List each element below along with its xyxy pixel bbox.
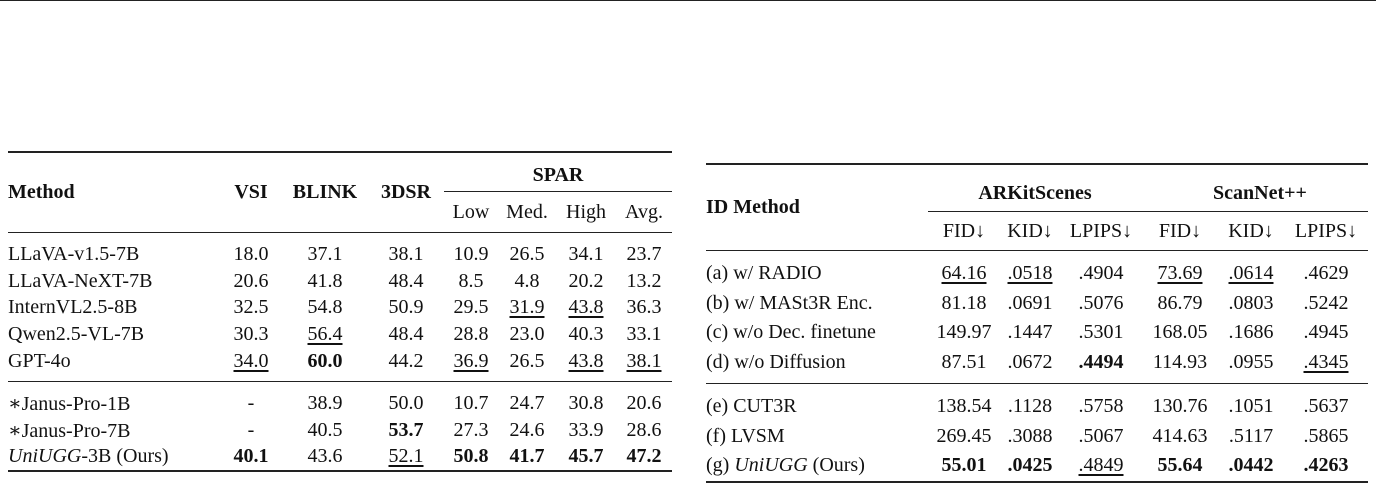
value-cell: 23.7: [626, 242, 662, 265]
table-row: [8, 381, 672, 416]
table-row: [8, 417, 672, 444]
subheader-kid: KID↓: [1218, 212, 1284, 251]
best-value: 53.7: [388, 418, 424, 441]
value-cell: 13.2: [626, 269, 662, 292]
second-best-value: 52.1: [388, 445, 424, 468]
value-cell: 28.6: [626, 418, 662, 441]
table-row: [706, 251, 1368, 289]
value-cell: .5637: [1303, 395, 1349, 418]
table-row: [8, 233, 672, 268]
value-cell: 34.1: [568, 242, 604, 265]
value-cell: .0803: [1228, 291, 1274, 314]
method-cell: (a) w/ RADIO: [706, 262, 822, 285]
second-best-value: 36.9: [453, 350, 489, 373]
method-cell: (f) LVSM: [706, 424, 785, 447]
value-cell: .0691: [1007, 291, 1053, 314]
value-cell: .1128: [1007, 395, 1053, 418]
value-cell: .4904: [1078, 262, 1124, 285]
method-cell: [8, 444, 220, 472]
table-row: [706, 384, 1368, 422]
value-cell: 10.9: [453, 242, 489, 265]
value-cell: 24.7: [509, 391, 545, 414]
table-row: [706, 422, 1368, 452]
table-row: [706, 318, 1368, 348]
value-cell: 41.8: [307, 269, 343, 292]
subheader-kid: KID↓: [1000, 212, 1060, 251]
value-cell: .5117: [1228, 424, 1274, 447]
method-cell: (c) w/o Dec. finetune: [706, 321, 876, 344]
value-cell: [1060, 451, 1142, 482]
value-cell: 38.9: [307, 391, 343, 414]
value-cell: 30.8: [568, 391, 604, 414]
value-cell: .1051: [1228, 395, 1274, 418]
header-vsi: VSI: [220, 152, 282, 233]
method-cell: ∗Janus-Pro-7B: [8, 419, 131, 442]
value-cell: 8.5: [458, 269, 484, 292]
value-cell: [282, 321, 368, 348]
second-best-value: 38.1: [626, 350, 662, 373]
second-best-value: 64.16: [941, 262, 987, 285]
header-arkitscenes: ARKitScenes: [928, 164, 1142, 212]
method-cell: LLaVA-v1.5-7B: [8, 242, 140, 265]
value-cell: 40.3: [568, 323, 604, 346]
value-cell: 27.3: [453, 418, 489, 441]
method-cell: [706, 451, 928, 482]
value-cell: .0955: [1218, 348, 1284, 384]
value-cell: 130.76: [1152, 395, 1208, 418]
value-cell: 48.4: [388, 323, 424, 346]
value-cell: .1686: [1228, 321, 1274, 344]
page-top-rule: [0, 0, 1376, 1]
subheader-med: Med.: [498, 192, 556, 233]
subheader-fid: FID↓: [1142, 212, 1218, 251]
second-best-value: 43.8: [568, 350, 604, 373]
value-cell: 30.3: [233, 323, 269, 346]
value-cell: 138.54: [936, 395, 992, 418]
value-cell: .5076: [1078, 291, 1124, 314]
value-cell: 18.0: [233, 242, 269, 265]
value-cell: 81.18: [941, 291, 987, 314]
best-value: 60.0: [282, 348, 368, 381]
value-cell: 33.1: [626, 323, 662, 346]
best-value: 40.1: [233, 445, 269, 468]
value-cell: [928, 251, 1000, 289]
best-value: 50.8: [453, 445, 489, 468]
value-cell: 36.3: [626, 296, 662, 319]
value-cell: -: [247, 391, 255, 414]
method-name-italic: UniUGG: [734, 454, 808, 477]
method-cell: (e) CUT3R: [706, 395, 797, 418]
best-value: .4263: [1303, 454, 1349, 477]
generation-ablation-table: [706, 163, 1368, 483]
value-cell: 48.4: [388, 269, 424, 292]
subheader-low: Low: [444, 192, 498, 233]
value-cell: .1447: [1007, 321, 1053, 344]
method-name-suffix: -3B (Ours): [81, 445, 169, 468]
header-method: Method: [8, 152, 220, 233]
method-cell: ∗Janus-Pro-1B: [8, 392, 131, 415]
value-cell: 37.1: [307, 242, 343, 265]
value-cell: 10.7: [453, 391, 489, 414]
value-cell: 26.5: [498, 348, 556, 381]
value-cell: 43.6: [307, 445, 343, 468]
best-value: .4494: [1060, 348, 1142, 384]
method-name-suffix: (Ours): [807, 454, 865, 477]
best-value: .0425: [1007, 454, 1053, 477]
table-row: [706, 348, 1368, 384]
second-best-value: 73.69: [1157, 262, 1203, 285]
value-cell: [556, 295, 616, 322]
second-best-value: 31.9: [509, 296, 545, 319]
best-value: 41.7: [509, 445, 545, 468]
value-cell: 44.2: [368, 348, 444, 381]
value-cell: 87.51: [928, 348, 1000, 384]
value-cell: [1142, 251, 1218, 289]
subheader-lpips: LPIPS↓: [1284, 212, 1368, 251]
value-cell: -: [247, 418, 255, 441]
spatial-benchmark-table: [8, 151, 672, 472]
header-id-method: ID Method: [706, 164, 928, 251]
value-cell: .5242: [1303, 291, 1349, 314]
second-best-value: .0518: [1007, 262, 1053, 285]
table-row: [8, 348, 672, 381]
value-cell: .5067: [1078, 424, 1124, 447]
value-cell: [1000, 251, 1060, 289]
value-cell: 86.79: [1157, 291, 1203, 314]
second-best-value: 56.4: [307, 323, 343, 346]
value-cell: .5758: [1078, 395, 1124, 418]
value-cell: 29.5: [453, 296, 489, 319]
value-cell: [1284, 348, 1368, 384]
value-cell: [220, 348, 282, 381]
method-cell: (b) w/ MASt3R Enc.: [706, 291, 873, 314]
method-name-prefix: (g): [706, 454, 735, 477]
value-cell: .5865: [1303, 424, 1349, 447]
value-cell: 38.1: [388, 242, 424, 265]
value-cell: .4629: [1303, 262, 1349, 285]
subheader-fid: FID↓: [928, 212, 1000, 251]
table-row: [706, 451, 1368, 482]
value-cell: [616, 348, 672, 381]
subheader-lpips: LPIPS↓: [1060, 212, 1142, 251]
header-3dsr: 3DSR: [368, 152, 444, 233]
subheader-avg: Avg.: [616, 192, 672, 233]
value-cell: 149.97: [936, 321, 992, 344]
value-cell: [368, 444, 444, 472]
value-cell: 40.5: [307, 418, 343, 441]
value-cell: [556, 348, 616, 381]
second-best-value: 43.8: [568, 296, 604, 319]
table-row: [8, 321, 672, 348]
table-row: [8, 295, 672, 322]
value-cell: .3088: [1007, 424, 1053, 447]
value-cell: 20.6: [233, 269, 269, 292]
table-row: [8, 268, 672, 295]
method-name-italic: UniUGG: [8, 445, 82, 468]
value-cell: .4945: [1303, 321, 1349, 344]
method-cell: Qwen2.5-VL-7B: [8, 323, 145, 346]
subheader-high: High: [556, 192, 616, 233]
table-row: [8, 444, 672, 472]
value-cell: 20.6: [626, 391, 662, 414]
second-best-value: .0614: [1228, 262, 1274, 285]
value-cell: .5301: [1078, 321, 1124, 344]
value-cell: 269.45: [936, 424, 992, 447]
value-cell: 23.0: [509, 323, 545, 346]
value-cell: 4.8: [514, 269, 540, 292]
method-cell: LLaVA-NeXT-7B: [8, 269, 153, 292]
value-cell: 168.05: [1152, 321, 1208, 344]
method-cell: GPT-4o: [8, 348, 220, 381]
value-cell: .0672: [1000, 348, 1060, 384]
value-cell: 50.9: [388, 296, 424, 319]
second-best-value: .4849: [1078, 454, 1124, 477]
value-cell: 28.8: [453, 323, 489, 346]
value-cell: 50.0: [388, 391, 424, 414]
value-cell: [498, 295, 556, 322]
method-cell: InternVL2.5-8B: [8, 296, 138, 319]
best-value: 55.64: [1157, 454, 1203, 477]
value-cell: 26.5: [509, 242, 545, 265]
value-cell: 54.8: [307, 296, 343, 319]
second-best-value: .4345: [1303, 350, 1349, 373]
value-cell: [444, 348, 498, 381]
header-spar: SPAR: [444, 152, 672, 192]
value-cell: 24.6: [509, 418, 545, 441]
header-blink: BLINK: [282, 152, 368, 233]
value-cell: [1218, 251, 1284, 289]
table-row: [706, 289, 1368, 319]
value-cell: 32.5: [233, 296, 269, 319]
best-value: .0442: [1228, 454, 1274, 477]
second-best-value: 34.0: [233, 350, 269, 373]
method-cell: (d) w/o Diffusion: [706, 348, 928, 384]
best-value: 47.2: [626, 445, 662, 468]
value-cell: 20.2: [568, 269, 604, 292]
value-cell: 33.9: [568, 418, 604, 441]
value-cell: 414.63: [1152, 424, 1208, 447]
header-scannetpp: ScanNet++: [1142, 164, 1368, 212]
value-cell: 114.93: [1142, 348, 1218, 384]
best-value: 55.01: [941, 454, 987, 477]
best-value: 45.7: [568, 445, 604, 468]
